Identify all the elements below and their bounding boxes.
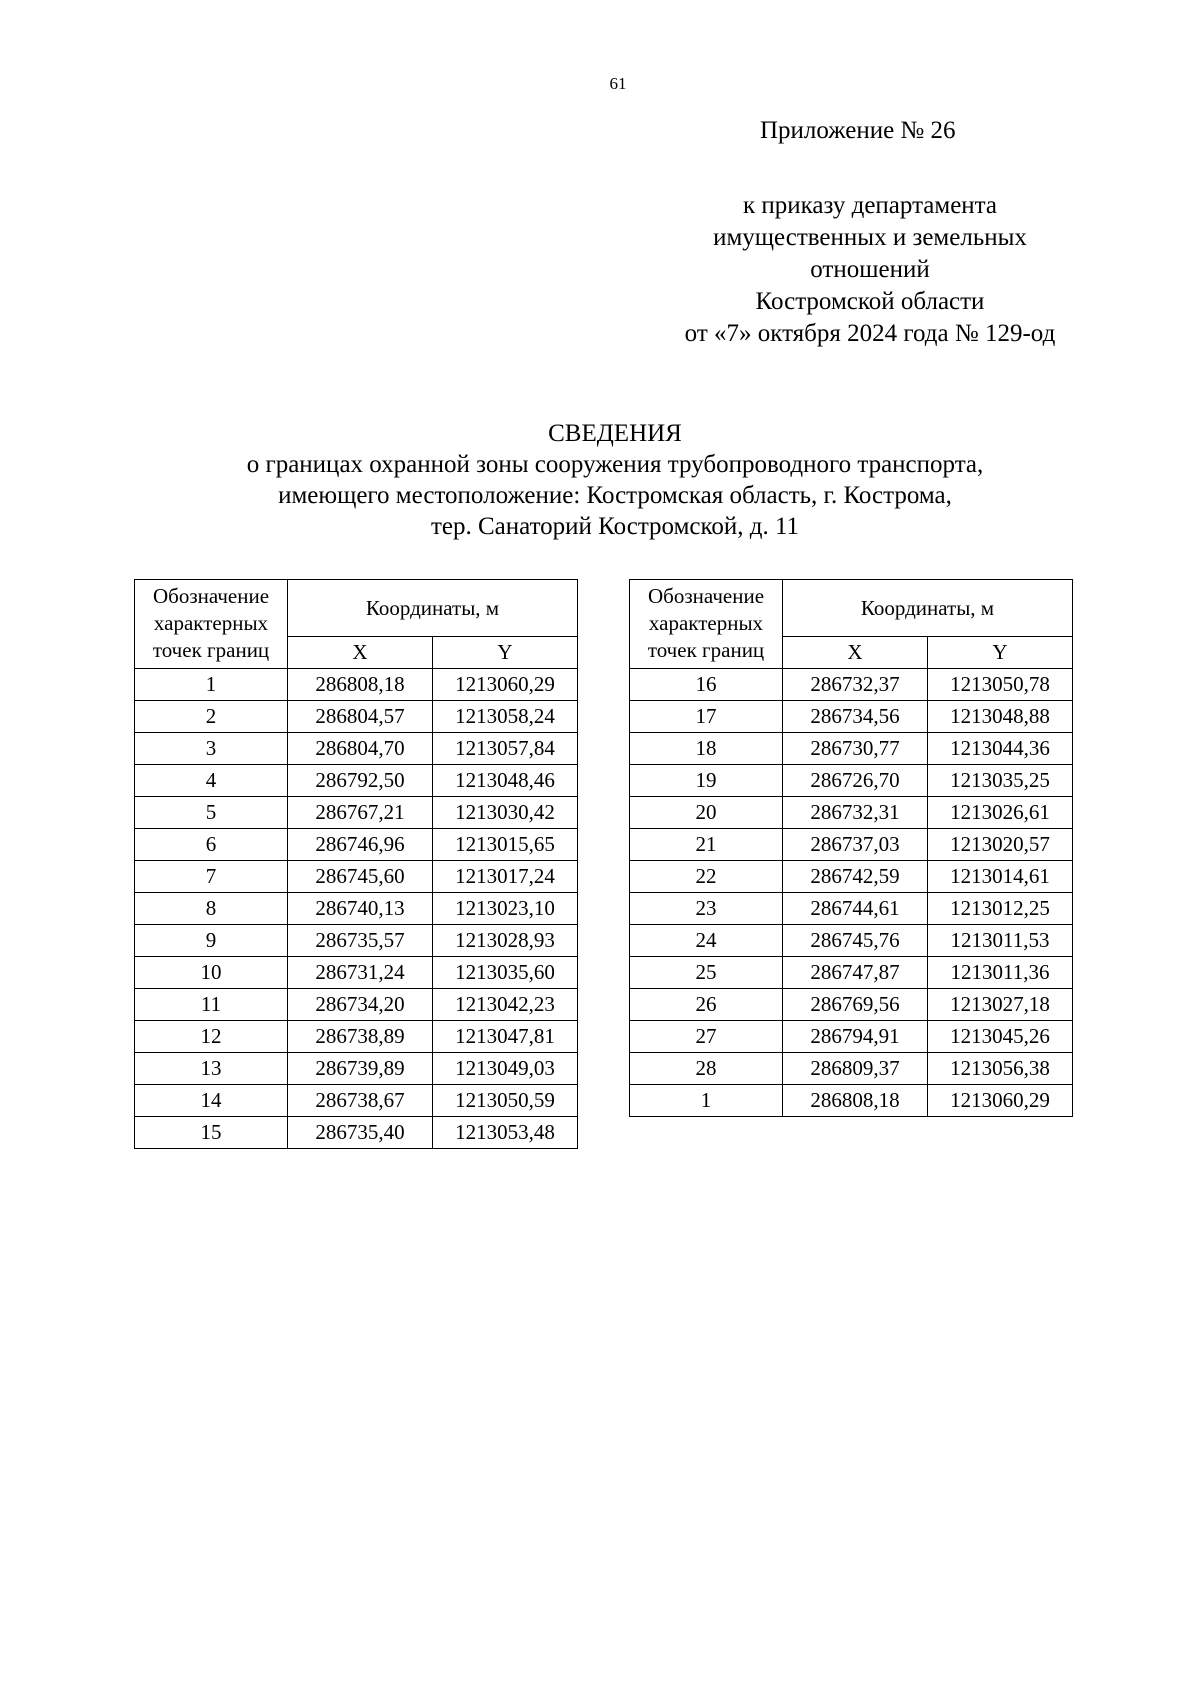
table-row bbox=[630, 733, 1073, 765]
y-coordinate-cell: 1213012,25 bbox=[928, 893, 1073, 925]
y-coordinate-cell: 1213020,57 bbox=[928, 829, 1073, 861]
table-row bbox=[135, 957, 578, 989]
y-coordinate-cell: 1213035,60 bbox=[433, 957, 578, 989]
point-number-cell: 22 bbox=[630, 861, 783, 893]
y-coordinate-cell: 1213015,65 bbox=[433, 829, 578, 861]
x-coordinate-cell: 286809,37 bbox=[783, 1053, 928, 1085]
point-number-cell: 3 bbox=[135, 733, 288, 765]
x-coordinate-cell: 286745,76 bbox=[783, 925, 928, 957]
x-coordinate-cell: 286738,67 bbox=[288, 1085, 433, 1117]
table-row bbox=[630, 701, 1073, 733]
y-coordinate-cell: 1213030,42 bbox=[433, 797, 578, 829]
x-coordinate-cell: 286735,57 bbox=[288, 925, 433, 957]
header-point-designation bbox=[630, 580, 783, 669]
y-coordinate-cell: 1213011,36 bbox=[928, 957, 1073, 989]
table-row bbox=[630, 797, 1073, 829]
table-row bbox=[630, 669, 1073, 701]
x-coordinate-cell: 286734,56 bbox=[783, 701, 928, 733]
x-coordinate-cell: 286739,89 bbox=[288, 1053, 433, 1085]
x-coordinate-cell: 286808,18 bbox=[288, 669, 433, 701]
x-coordinate-cell: 286732,37 bbox=[783, 669, 928, 701]
header-coordinates: Координаты, м bbox=[288, 580, 578, 637]
order-ref-line: Костромской области bbox=[755, 288, 985, 315]
y-coordinate-cell: 1213017,24 bbox=[433, 861, 578, 893]
header-coordinates: Координаты, м bbox=[783, 580, 1073, 637]
x-coordinate-cell: 286726,70 bbox=[783, 765, 928, 797]
x-coordinate-cell: 286740,13 bbox=[288, 893, 433, 925]
table-row bbox=[630, 893, 1073, 925]
point-number-cell: 2 bbox=[135, 701, 288, 733]
table-row bbox=[630, 1021, 1073, 1053]
x-coordinate-cell: 286769,56 bbox=[783, 989, 928, 1021]
point-number-cell: 4 bbox=[135, 765, 288, 797]
order-ref-line: отношений bbox=[810, 256, 930, 283]
point-number-cell: 14 bbox=[135, 1085, 288, 1117]
page-number: 61 bbox=[609, 74, 627, 93]
table-row bbox=[135, 861, 578, 893]
y-coordinate-cell: 1213053,48 bbox=[433, 1117, 578, 1149]
order-ref-line: от «7» октября 2024 года № 129-од bbox=[684, 320, 1056, 347]
header-point-line: Обозначение bbox=[647, 584, 765, 608]
y-coordinate-cell: 1213058,24 bbox=[433, 701, 578, 733]
point-number-cell: 26 bbox=[630, 989, 783, 1021]
y-coordinate-cell: 1213014,61 bbox=[928, 861, 1073, 893]
x-coordinate-cell: 286747,87 bbox=[783, 957, 928, 989]
table-row bbox=[135, 893, 578, 925]
table-row bbox=[135, 989, 578, 1021]
heading-line: имеющего местоположение: Костромская область, г. Кострома, bbox=[278, 482, 952, 509]
header-point-line: точек границ bbox=[152, 638, 270, 662]
point-number-cell: 23 bbox=[630, 893, 783, 925]
table-row bbox=[630, 861, 1073, 893]
y-coordinate-cell: 1213060,29 bbox=[433, 669, 578, 701]
y-coordinate-cell: 1213028,93 bbox=[433, 925, 578, 957]
header-point-line: точек границ bbox=[647, 638, 765, 662]
x-coordinate-cell: 286737,03 bbox=[783, 829, 928, 861]
table-body-right bbox=[630, 669, 1073, 1117]
y-coordinate-cell: 1213047,81 bbox=[433, 1021, 578, 1053]
y-coordinate-cell: 1213050,59 bbox=[433, 1085, 578, 1117]
heading-line: тер. Санаторий Костромской, д. 11 bbox=[430, 513, 800, 540]
point-number-cell: 27 bbox=[630, 1021, 783, 1053]
x-coordinate-cell: 286738,89 bbox=[288, 1021, 433, 1053]
table-body-left bbox=[135, 669, 578, 1149]
header-y: Y bbox=[928, 637, 1073, 669]
header-point-designation bbox=[135, 580, 288, 669]
table-row bbox=[135, 1021, 578, 1053]
coordinates-table-right bbox=[629, 579, 1073, 1117]
point-number-cell: 24 bbox=[630, 925, 783, 957]
y-coordinate-cell: 1213044,36 bbox=[928, 733, 1073, 765]
x-coordinate-cell: 286731,24 bbox=[288, 957, 433, 989]
table-row bbox=[630, 989, 1073, 1021]
table-row bbox=[135, 669, 578, 701]
point-number-cell: 17 bbox=[630, 701, 783, 733]
point-number-cell: 10 bbox=[135, 957, 288, 989]
y-coordinate-cell: 1213042,23 bbox=[433, 989, 578, 1021]
y-coordinate-cell: 1213026,61 bbox=[928, 797, 1073, 829]
point-number-cell: 16 bbox=[630, 669, 783, 701]
point-number-cell: 25 bbox=[630, 957, 783, 989]
table-row bbox=[135, 1085, 578, 1117]
table-row bbox=[135, 797, 578, 829]
table-row bbox=[135, 1053, 578, 1085]
table-row bbox=[135, 701, 578, 733]
x-coordinate-cell: 286804,57 bbox=[288, 701, 433, 733]
point-number-cell: 20 bbox=[630, 797, 783, 829]
x-coordinate-cell: 286792,50 bbox=[288, 765, 433, 797]
y-coordinate-cell: 1213048,88 bbox=[928, 701, 1073, 733]
header-x: X bbox=[288, 637, 433, 669]
coordinates-table-left bbox=[134, 579, 578, 1149]
x-coordinate-cell: 286734,20 bbox=[288, 989, 433, 1021]
x-coordinate-cell: 286735,40 bbox=[288, 1117, 433, 1149]
point-number-cell: 7 bbox=[135, 861, 288, 893]
heading-line: о границах охранной зоны сооружения трубопроводного транспорта, bbox=[246, 451, 984, 478]
table-row bbox=[135, 733, 578, 765]
header-point-line: характерных bbox=[153, 611, 269, 635]
y-coordinate-cell: 1213045,26 bbox=[928, 1021, 1073, 1053]
header-y: Y bbox=[433, 637, 578, 669]
y-coordinate-cell: 1213035,25 bbox=[928, 765, 1073, 797]
table-row bbox=[135, 829, 578, 861]
x-coordinate-cell: 286808,18 bbox=[783, 1085, 928, 1117]
y-coordinate-cell: 1213049,03 bbox=[433, 1053, 578, 1085]
order-ref-line: к приказу департамента bbox=[742, 192, 998, 219]
y-coordinate-cell: 1213027,18 bbox=[928, 989, 1073, 1021]
point-number-cell: 13 bbox=[135, 1053, 288, 1085]
point-number-cell: 1 bbox=[135, 669, 288, 701]
y-coordinate-cell: 1213048,46 bbox=[433, 765, 578, 797]
y-coordinate-cell: 1213056,38 bbox=[928, 1053, 1073, 1085]
x-coordinate-cell: 286804,70 bbox=[288, 733, 433, 765]
table-row bbox=[630, 765, 1073, 797]
y-coordinate-cell: 1213011,53 bbox=[928, 925, 1073, 957]
order-reference bbox=[640, 190, 1100, 350]
x-coordinate-cell: 286767,21 bbox=[288, 797, 433, 829]
point-number-cell: 12 bbox=[135, 1021, 288, 1053]
point-number-cell: 11 bbox=[135, 989, 288, 1021]
point-number-cell: 19 bbox=[630, 765, 783, 797]
point-number-cell: 15 bbox=[135, 1117, 288, 1149]
x-coordinate-cell: 286745,60 bbox=[288, 861, 433, 893]
x-coordinate-cell: 286730,77 bbox=[783, 733, 928, 765]
table-row bbox=[135, 1117, 578, 1149]
point-number-cell: 18 bbox=[630, 733, 783, 765]
header-point-line: Обозначение bbox=[152, 584, 270, 608]
x-coordinate-cell: 286742,59 bbox=[783, 861, 928, 893]
point-number-cell: 1 bbox=[630, 1085, 783, 1117]
order-ref-line: имущественных и земельных bbox=[713, 224, 1027, 251]
x-coordinate-cell: 286732,31 bbox=[783, 797, 928, 829]
header-x: X bbox=[783, 637, 928, 669]
y-coordinate-cell: 1213023,10 bbox=[433, 893, 578, 925]
table-row bbox=[630, 829, 1073, 861]
y-coordinate-cell: 1213057,84 bbox=[433, 733, 578, 765]
table-row bbox=[135, 765, 578, 797]
point-number-cell: 5 bbox=[135, 797, 288, 829]
table-row bbox=[135, 925, 578, 957]
header-point-line: характерных bbox=[648, 611, 764, 635]
x-coordinate-cell: 286746,96 bbox=[288, 829, 433, 861]
point-number-cell: 21 bbox=[630, 829, 783, 861]
appendix-title: Приложение № 26 bbox=[760, 117, 956, 144]
heading-title: СВЕДЕНИЯ bbox=[548, 420, 682, 447]
table-row bbox=[630, 1085, 1073, 1117]
table-row bbox=[630, 957, 1073, 989]
document-heading bbox=[150, 418, 1080, 542]
point-number-cell: 28 bbox=[630, 1053, 783, 1085]
y-coordinate-cell: 1213060,29 bbox=[928, 1085, 1073, 1117]
table-row bbox=[630, 1053, 1073, 1085]
point-number-cell: 6 bbox=[135, 829, 288, 861]
point-number-cell: 8 bbox=[135, 893, 288, 925]
y-coordinate-cell: 1213050,78 bbox=[928, 669, 1073, 701]
table-row bbox=[630, 925, 1073, 957]
x-coordinate-cell: 286794,91 bbox=[783, 1021, 928, 1053]
point-number-cell: 9 bbox=[135, 925, 288, 957]
x-coordinate-cell: 286744,61 bbox=[783, 893, 928, 925]
